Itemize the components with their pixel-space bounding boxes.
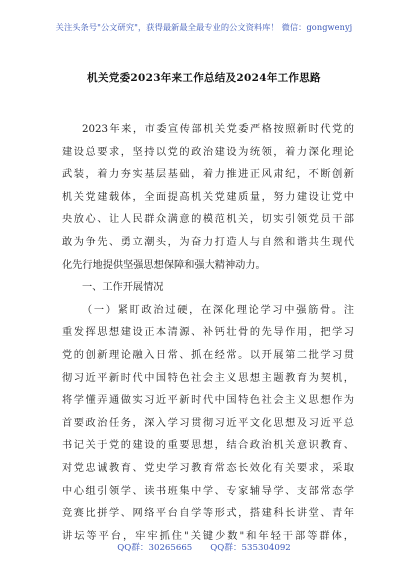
paragraph-section1: [62, 300, 354, 549]
text-line: 对党忠诚教育、党史学习教育常态长效化有关要求，采取: [62, 462, 354, 474]
footer-qq-groups: [0, 541, 408, 553]
header-promo-note: 关注头条号"公文研究"，获得最新最全最专业的公文资料库！ 微信：gongwenyj: [55, 22, 353, 32]
document-body: [62, 119, 354, 548]
text-line: 机关党建载体，全面提高机关党建质量，努力建设让党中: [62, 191, 354, 203]
section-heading: 一、工作开展情况: [82, 282, 164, 294]
text-line: 书记关于党的建设的重要思想，结合政治机关意识教育、: [62, 440, 354, 452]
text-line: 竞赛比拼学、网络平台自学等形式，搭建科长讲堂、青年: [62, 508, 354, 520]
text-line: 央放心、让人民群众满意的模范机关，切实引领党员干部: [62, 214, 354, 226]
text-line: 建设总要求，坚持以党的政治建设为统领，着力深化理论: [62, 146, 354, 158]
text-line: 将学懂弄通做实习近平新时代中国特色社会主义思想作为: [62, 395, 354, 407]
text-line: 化先行地提供坚强思想保障和强大精神动力。: [62, 259, 266, 271]
text-line: 中心组引领学、读书班集中学、专家辅导学、支部常态学: [62, 485, 354, 497]
paragraph-intro: [62, 119, 354, 277]
text-line: 2023年来，市委宣传部机关党委严格按照新时代党的: [82, 124, 354, 135]
text-line: 党的创新理论融入日常、抓在经常。以开展第二批学习贯: [62, 349, 354, 361]
text-line: 彻习近平新时代中国特色社会主义思想主题教育为契机，: [62, 372, 354, 384]
text-line: 重发挥思想建设正本清源、补钙壮骨的先导作用，把学习: [62, 327, 354, 339]
document-title: 机关党委2023年来工作总结及2024年工作思路: [87, 72, 321, 84]
text-line: （一）紧盯政治过硬，在深化理论学习中强筋骨。注: [82, 304, 354, 316]
text-line: 首要政治任务，深入学习贯彻习近平文化思想及习近平总: [62, 417, 354, 429]
qq-group-1: QQ群：30265665: [117, 543, 193, 553]
qq-group-2: QQ群：535304092: [210, 543, 291, 553]
text-line: 敢为争先、勇立潮头，为奋力打造人与自然和谐共生现代: [62, 236, 354, 248]
text-line: 武装，着力夯实基层基础，着力推进正风肃纪，不断创新: [62, 169, 354, 181]
text-line: 讲坛等平台，牢牢抓住"关键少数"和年轻干部等群体，: [62, 530, 354, 542]
